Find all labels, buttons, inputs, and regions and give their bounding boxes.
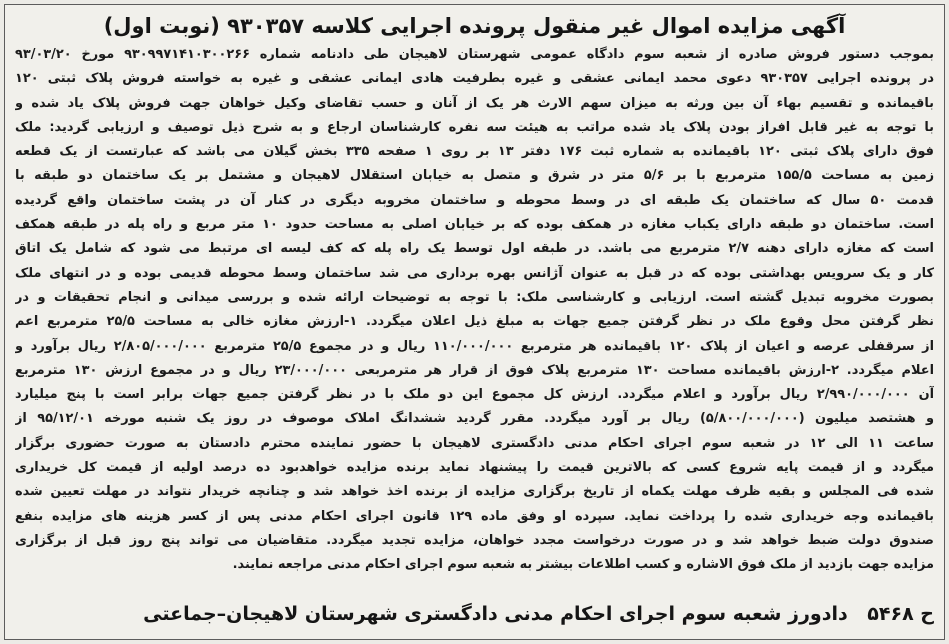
notice-body-line: در پرونده اجرایی ۹۳۰۳۵۷ دعوی محمد ایمانی عشقی و غیره بطرفیت هادی ایمانی عشقی و غیره به خواسته فروش پلاک ثبتی ۱۲۰ <box>15 71 934 87</box>
notice-footer <box>15 603 934 635</box>
notice-body-line: باقیمانده و تقسیم بهاء آن بین ورثه به میزان سهم الارث هر یک از آنان و حسب تقاضای وکیل خواهان جهت فروش پلاک یاد شده و <box>15 95 934 111</box>
notice-title: آگهی مزایده اموال غیر منقول پرونده اجرایی کلاسه ۹۳۰۳۵۷ (نوبت اول) <box>103 14 846 38</box>
notice-body-line: زمین به مساحت ۱۵۵/۵ مترمربع با بر ۵/۶ متر در شرق و متصل به خیابان استقلال لاهیجان و مشتمل بر یک ساختمان دو طبقه با <box>15 168 934 184</box>
notice-code: ح ۵۴۶۸ <box>867 603 934 625</box>
notice-body-line: صندوق دولت ضبط خواهد شد و در صورت درخواست مجدد خواهان، مزایده تجدید میگردد. متقاضیان می تواند پنج روز قبل از برگزاری <box>15 532 934 548</box>
notice-body-line: آن ۲/۹۹۰/۰۰۰/۰۰۰ ریال برآورد و اعلام میگردد. ارزش کل مجموع این دو ملک با در نظر گرفتن جمیع جهات برابر است با پنج میلیارد <box>15 387 934 403</box>
notice-body-line: و هشتصد میلیون (۵/۸۰۰/۰۰۰/۰۰۰) ریال بر آورد میگردد. مقرر گردید ششدانگ املاک موصوف در روز یک شنبه مورخه ۹۵/۱۲/۰۱ از <box>15 411 934 427</box>
notice-body-line: کار و یک سرویس بهداشتی بوده که در قبل به عنوان آژانس بهره برداری می شد ساختمان وسط محوطه قدیمی بوده و در انتهای ملک <box>15 265 934 281</box>
notice-body-line: با توجه به غیر قابل افراز بودن پلاک یاد شده مراتب به هیئت سه نفره کارشناسان ارجاع و به شرح ذیل توصیف و ارزیابی گردید: ملک <box>15 119 934 135</box>
notice-body-line: اعلام میگردد. ۲-ارزش باقیمانده مساحت ۱۳۰ مترمربع پلاک فوق از قرار هر مترمربعی ۲۳/۰۰۰/۰۰۰ ریال و در مجموع ارزش ۱۳۰ مترمربع <box>15 362 934 378</box>
notice-body-line: قدمت ۵۰ سال که ساختمان یک طبقه ای در وسط محوطه و ساختمان مخروبه دیگری در کنار آن در پشت ساختمان واقع گردیده <box>15 192 934 208</box>
notice-body-line: نظر گرفتن محل وقوع ملک در نظر گرفتن جمیع جهات به مبلغ ذیل اعلان میگردد. ۱-ارزش مغازه خالی به مساحت ۲۵/۵ مترمربع اعم <box>15 314 934 330</box>
notice-body-line: میگردد و از قیمت پایه شروع کسی که بالاترین قیمت را پیشنهاد نماید برنده مزایده خواهدبود ده درصد اولیه از قیمت کل خریداری <box>15 460 934 476</box>
notice-body-line: باقیمانده وجه خریداری شده را پرداخت نماید. سپرده او وفق ماده ۱۲۹ قانون اجرای احکام مدنی پس از کسر هزینه های مزایده بنفع <box>15 508 934 524</box>
notice-body-line: بموجب دستور فروش صادره از شعبه سوم دادگاه عمومی شهرستان لاهیجان طی دادنامه شماره ۹۳۰۹۹۷۱۴۱۰۳۰۰۲۶۶ مورخ ۹۳/۰۳/۲۰ <box>15 47 934 62</box>
legal-notice <box>4 4 945 640</box>
notice-body-line: مزایده جهت بازدید از ملک فوق الاشاره و کسب اطلاعات بیشتر به شعبه سوم اجرای احکام مدنی مراجعه نمایند. <box>232 557 934 573</box>
notice-body-line: است که مغازه دارای دهنه ۲/۷ مترمربع می باشد. در طبقه اول توسط یک راه پله که کف لیسه ای مرتبط می شود که شامل یک اتاق <box>15 241 934 257</box>
notice-body-line: شده فی المجلس و بقیه ظرف مهلت یکماه از تاریخ برگزاری مزایده از برنده اخذ خواهد شد و چنانچه خریدار نتواند در مهلت تعیین شده <box>15 484 934 500</box>
notice-body-line: فوق دارای پلاک ثبتی ۱۲۰ باقیمانده به شماره ثبت ۱۷۶ دفتر ۱۳ بر روی ۱ صفحه ۳۳۵ بخش گیلان می باشد که عبارتست از یک قطعه <box>15 144 934 160</box>
notice-body-line: از سرقفلی عرصه و اعیان از پلاک ۱۲۰ باقیمانده هر مترمربع ۱۱۰/۰۰۰/۰۰۰ ریال و در مجموع ۲۵/۵ مترمربع ۲/۸۰۵/۰۰۰/۰۰۰ ریال برآورد و <box>15 338 934 354</box>
notice-body <box>15 43 934 578</box>
notice-body-line: است. ساختمان دو طبقه دارای یکباب مغازه در همکف بوده که بر خیابان اصلی به مساحت حدود ۱۰ متر مربع و راه پله در طبقه همکف <box>15 217 934 233</box>
notice-body-line: ساعت ۱۱ الی ۱۲ در شعبه سوم اجرای احکام مدنی دادگستری لاهیجان با حضور نماینده محترم دادستان به صورت حضوری برگزار <box>15 435 934 451</box>
notice-signature: دادورز شعبه سوم اجرای احکام مدنی دادگستری شهرستان لاهیجان–جماعتی <box>143 603 848 625</box>
notice-body-line: بصورت مخروبه تبدیل گشته است. ارزیابی و کارشناسی ملک: با توجه به توضیحات ارائه شده و بررسی میدانی و انجام تحقیقات و در <box>15 289 934 305</box>
